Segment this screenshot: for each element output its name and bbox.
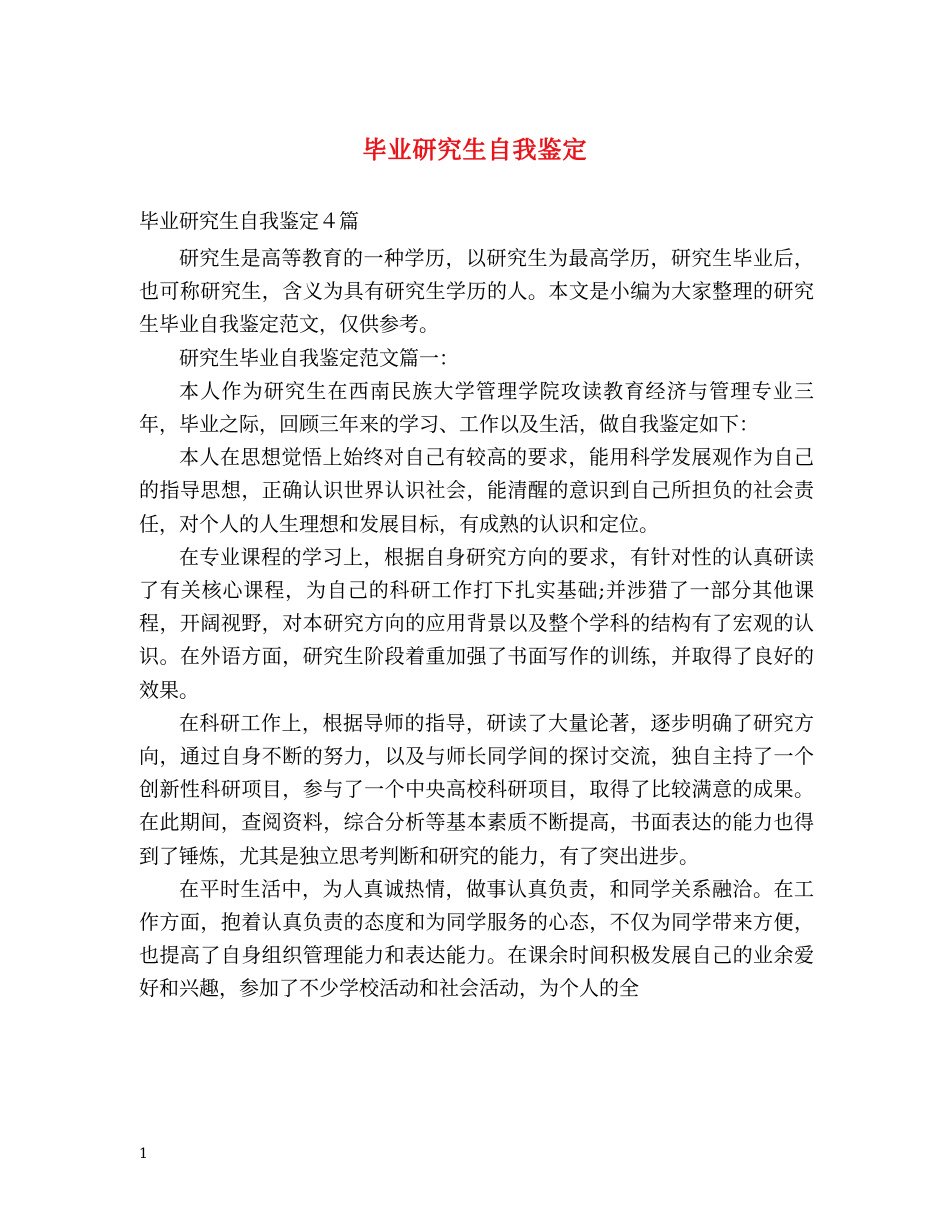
paragraph-coursework: 在专业课程的学习上，根据自身研究方向的要求，有针对性的认真研读了有关核心课程，为自己的科研工作打下扎实基础;并涉猎了一部分其他课程，开阔视野，对本研究方向的应用背景以及整个学科的结构有了宏观的认识。在外语方面，研究生阶段着重加强了书面写作的训练，并取得了良好的效果。 (139, 544, 814, 702)
document-title: 毕业研究生自我鉴定 (362, 135, 588, 164)
paragraph-intro: 研究生是高等教育的一种学历，以研究生为最高学历，研究生毕业后，也可称研究生，含义为具有研究生学历的人。本文是小编为大家整理的研究生毕业自我鉴定范文，仅供参考。 (139, 246, 814, 337)
page-number: 1 (139, 1146, 148, 1162)
paragraph-daily-life: 在平时生活中，为人真诚热情，做事认真负责，和同学关系融洽。在工作方面，抱着认真负责的态度和为同学服务的心态，不仅为同学带来方便，也提高了自身组织管理能力和表达能力。在课余时间积极发展自己的业余爱好和兴趣，参加了不少学校活动和社会活动，为个人的全 (139, 876, 814, 1001)
paragraph-background: 本人作为研究生在西南民族大学管理学院攻读教育经济与管理专业三年，毕业之际，回顾三年来的学习、工作以及生活，做自我鉴定如下： (139, 378, 814, 437)
document-subtitle: 毕业研究生自我鉴定４篇 (139, 209, 359, 233)
document-body (139, 242, 814, 1006)
paragraph-research: 在科研工作上，根据导师的指导，研读了大量论著，逐步明确了研究方向，通过自身不断的努力，以及与师长同学间的探讨交流，独自主持了一个创新性科研项目，参与了一个中央高校科研项目，取得了比较满意的成果。在此期间，查阅资料，综合分析等基本素质不断提高，书面表达的能力也得到了锤炼，尤其是独立思考判断和研究的能力，有了突出进步。 (139, 710, 814, 868)
paragraph-ideology: 本人在思想觉悟上始终对自己有较高的要求，能用科学发展观作为自己的指导思想，正确认识世界认识社会，能清醒的意识到自己所担负的社会责任，对个人的人生理想和发展目标，有成熟的认识和定位。 (139, 445, 814, 536)
paragraph-section-heading: 研究生毕业自我鉴定范文篇一： (179, 345, 459, 370)
